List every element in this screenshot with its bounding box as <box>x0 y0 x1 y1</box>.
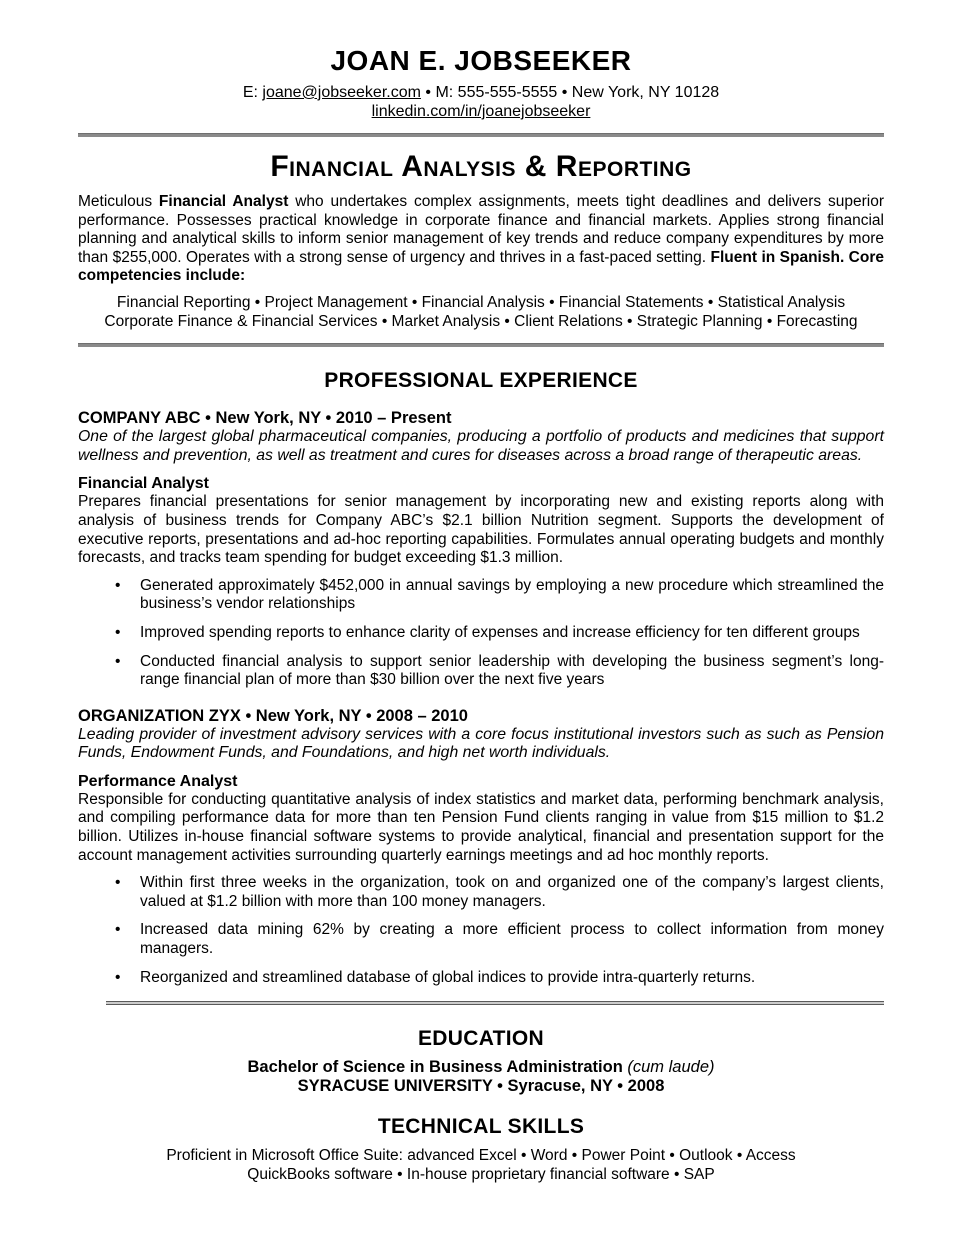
achievement-item: • Conducted financial analysis to support senior leadership with developing the business segment’s long-range financial plan of more than $30 billion over the next five years <box>78 653 884 690</box>
summary-text-middle: who undertakes complex assignments, meets tight deadlines and delivers superior performance. Possesses practical knowledge in corporate finance and financial markets. Applies strong financial planning and analytical skills to inform senior management of key trends and reduce company expenditures by more than $255,000. Operates with a strong sense of urgency and thrives in a fast-paced setting. <box>78 193 884 266</box>
competencies-line-1: Financial Reporting • Project Management • Financial Analysis • Financial Statements • Statistical Analysis <box>116 293 846 311</box>
summary-divider <box>78 343 884 347</box>
skills-line-1: Proficient in Microsoft Office Suite: advanced Excel • Word • Power Point • Outlook • Access <box>166 1147 796 1165</box>
education-heading: EDUCATION <box>418 1027 544 1051</box>
achievements-list <box>78 577 884 690</box>
candidate-name: JOAN E. JOBSEEKER <box>330 45 632 76</box>
company-description: Leading provider of investment advisory services with a core focus institutional investors such as such as Pension Funds, Endowment Funds, and Foundations, and high net worth individuals. <box>78 725 884 762</box>
role-title: Financial Analyst <box>78 475 209 493</box>
company-description: One of the largest global pharmaceutical companies, producing a portfolio of products and medicines that support wellness and prevention, as well as treatment and cures for diseases across a broad range of therapeutic areas. <box>78 428 884 464</box>
achievement-item: • Within first three weeks in the organization, took on and organized one of the company’s largest clients, valued at $1.2 billion with more than 100 money managers. <box>78 874 884 911</box>
header-divider <box>78 133 884 137</box>
summary-bold-closing: Fluent in Spanish. Core competencies include: <box>78 248 884 285</box>
school-line: SYRACUSE UNIVERSITY • Syracuse, NY • 2008 <box>297 1077 665 1096</box>
role-overview: Prepares financial presentations for senior management by incorporating new and existing reports along with analysis of business trends for Company ABC’s $2.1 billion Nutrition segment. Supports the development of executive reports, presentations and ad-hoc reporting capabilities. Formulates annual operating budgets and monthly forecasts, and tracks team spending for budget exceeding $1.3 million. <box>78 493 884 567</box>
email-link[interactable]: joane@jobseeker.com <box>262 84 421 101</box>
email-label: E: <box>242 84 263 101</box>
degree-honors: (cum laude) <box>622 1058 715 1077</box>
job-entry-company-abc <box>78 409 884 690</box>
skills-line-2: QuickBooks software • In-house proprietary financial software • SAP <box>247 1166 715 1184</box>
competencies-line-2: Corporate Finance & Financial Services • Market Analysis • Client Relations • Strategic Planning • Forecasting <box>104 312 858 330</box>
company-line: COMPANY ABC • New York, NY • 2010 – Present <box>78 409 452 428</box>
resume-header <box>78 46 884 121</box>
summary-text-start: Meticulous <box>78 193 159 210</box>
degree-name: Bachelor of Science in Business Administration <box>247 1058 623 1077</box>
contact-line <box>78 83 884 102</box>
degree-line <box>78 1058 884 1077</box>
job-entry-organization-zyx <box>78 707 884 988</box>
company-line: ORGANIZATION ZYX • New York, NY • 2008 – 2010 <box>78 706 468 725</box>
summary-paragraph <box>78 193 884 286</box>
resume-title: Financial Analysis & Reporting <box>270 150 692 183</box>
achievement-item: • Increased data mining 62% by creating a more efficient process to collect information from money managers. <box>78 921 884 958</box>
achievements-list <box>78 874 884 987</box>
achievement-item: • Improved spending reports to enhance clarity of expenses and increase efficiency for ten different groups <box>78 624 884 643</box>
skills-heading: TECHNICAL SKILLS <box>377 1115 585 1139</box>
summary-bold-role: Financial Analyst <box>158 193 289 210</box>
linkedin-line <box>78 102 884 121</box>
achievement-item: • Generated approximately $452,000 in annual savings by employing a new procedure which streamlined the business’s vendor relationships <box>78 577 884 614</box>
linkedin-link[interactable]: linkedin.com/in/joanejobseeker <box>371 103 591 120</box>
core-competencies <box>78 294 884 331</box>
experience-divider <box>106 1001 884 1005</box>
experience-heading: PROFESSIONAL EXPERIENCE <box>324 369 638 393</box>
contact-details: • M: 555-555-5555 • New York, NY 10128 <box>420 84 720 101</box>
role-title: Performance Analyst <box>78 772 238 790</box>
achievement-item: • Reorganized and streamlined database of global indices to provide intra-quarterly returns. <box>78 969 884 988</box>
role-overview: Responsible for conducting quantitative analysis of index statistics and market data, performing benchmark analysis, and compiling performance data for more than ten Pension Fund clients ranging in value from $15 million to $1.2 billion. Utilizes in-house financial software systems to provide analytical, financial and presentation support for the account management activities surrounding quarterly earnings meetings and ad hoc monthly reports. <box>78 790 884 864</box>
